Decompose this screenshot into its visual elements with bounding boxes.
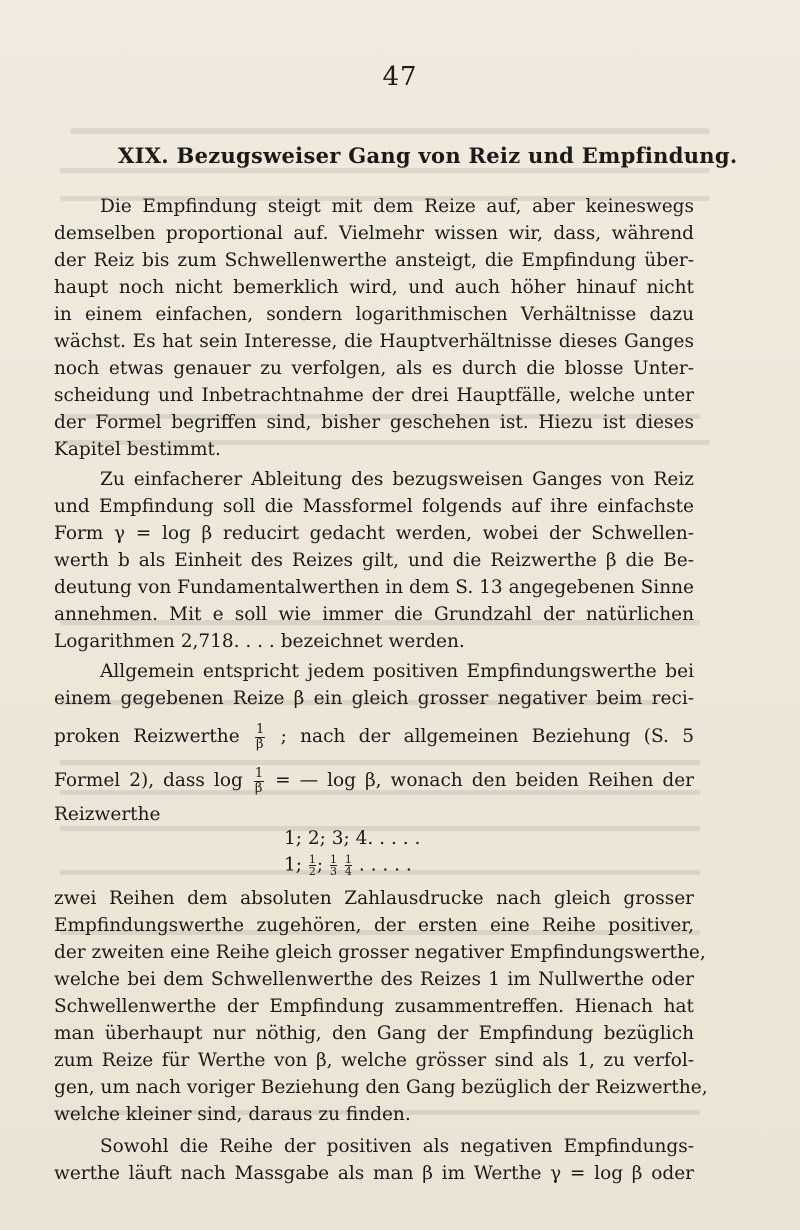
text-line: Empfindungswerthe zugehören, der ersten eine Reihe positiver, (54, 915, 694, 936)
text-line: zum Reize für Werthe von β, welche grösser sind als 1, zu verfol- (54, 1050, 694, 1071)
page-number: 47 (382, 62, 418, 92)
text-line: zwei Reihen dem absoluten Zahlausdrucke nach gleich grosser (54, 888, 694, 909)
fraction-numerator: 1 (255, 721, 265, 737)
text-line: Reizwerthe (54, 804, 161, 825)
fraction-numerator: 1 (308, 853, 316, 866)
text-line: Die Empfindung steigt mit dem Reize auf, aber keineswegs (100, 196, 694, 217)
fraction (254, 767, 264, 796)
text-segment: = — log β, wonach den beiden Reihen der (275, 770, 694, 791)
text-line: wächst. Es hat sein Interesse, die Hauptverhältnisse dieses Ganges (54, 331, 694, 352)
text-line: Logarithmen 2,718. . . . bezeichnet werden. (54, 631, 465, 652)
text-line: werthe läuft nach Massgabe als man β im Werthe γ = log β oder (54, 1163, 694, 1184)
text-line: welche bei dem Schwellenwerthe des Reizes 1 im Nullwerthe oder (54, 969, 694, 990)
fraction-denominator: β (254, 780, 263, 796)
fraction-denominator: 2 (308, 865, 316, 878)
fraction-numerator: 1 (344, 853, 352, 866)
text-line: Kapitel bestimmt. (54, 439, 221, 460)
fraction-numerator: 1 (254, 765, 264, 781)
fraction (255, 723, 265, 752)
text-line: noch etwas genauer zu verfolgen, als es durch die blosse Unter- (54, 358, 694, 379)
text-segment: Formel 2), dass log (54, 770, 243, 791)
text-segment: ; nach der allgemeinen Beziehung (S. 5 (280, 726, 694, 747)
text-segment: proken Reizwerthe (54, 726, 240, 747)
series-lead: 1; (284, 854, 303, 876)
fraction (345, 854, 352, 877)
text-line: gen, um nach voriger Beziehung den Gang bezüglich der Reizwerthe, (54, 1077, 708, 1098)
text-line: in einem einfachen, sondern logarithmischen Verhältnisse dazu (54, 304, 694, 325)
text-line: Form γ = log β reducirt gedacht werden, wobei der Schwellen- (54, 523, 694, 544)
chapter-heading: XIX. Bezugsweiser Gang von Reiz und Empfindung. (118, 143, 738, 168)
text-line-with-fraction (54, 720, 694, 754)
fraction-denominator: 3 (330, 865, 338, 878)
text-line: Schwellenwerthe der Empfindung zusammentreffen. Hienach hat (54, 996, 694, 1017)
fraction (330, 854, 337, 877)
series-tail: . . . . . (358, 854, 412, 876)
text-line: werth b als Einheit des Reizes gilt, und die Reizwerthe β die Be- (54, 550, 694, 571)
text-line: und Empfindung soll die Massformel folgends auf ihre einfachste (54, 496, 694, 517)
text-line: Sowohl die Reihe der positiven als negativen Empfindungs- (100, 1136, 694, 1157)
fraction-numerator: 1 (330, 853, 338, 866)
fraction-denominator: β (255, 736, 264, 752)
text-line: scheidung und Inbetrachtnahme der drei Hauptfälle, welche unter (54, 385, 694, 406)
text-line: der zweiten eine Reihe gleich grosser negativer Empfindungswerthe, (54, 942, 706, 963)
text-line: Zu einfacherer Ableitung des bezugsweisen Ganges von Reiz (100, 469, 694, 490)
fraction-denominator: 4 (344, 865, 352, 878)
text-line: annehmen. Mit e soll wie immer die Grundzahl der natürlichen (54, 604, 694, 625)
series-positive: 1; 2; 3; 4. . . . . (284, 828, 421, 849)
text-line: demselben proportional auf. Vielmehr wissen wir, dass, während (54, 223, 694, 244)
text-line: einem gegebenen Reize β ein gleich grosser negativer beim reci- (54, 688, 694, 709)
text-line: welche kleiner sind, daraus zu finden. (54, 1104, 411, 1125)
text-line-with-fraction (54, 764, 694, 798)
text-line: der Reiz bis zum Schwellenwerthe ansteigt, die Empfindung über- (54, 250, 694, 271)
text-line: haupt noch nicht bemerklich wird, und auch höher hinauf nicht (54, 277, 694, 298)
text-line: Allgemein entspricht jedem positiven Empfindungswerthe bei (100, 661, 694, 682)
series-reciprocal: 1; $\frac{1}{2}$ ; $\frac{1}{3}$ $\frac{1}{4}$ . . . . . (284, 853, 412, 878)
fraction (309, 854, 316, 877)
text-line: deutung von Fundamentalwerthen in dem S. 13 angegebenen Sinne (54, 577, 694, 598)
text-line: der Formel begriffen sind, bisher geschehen ist. Hiezu ist dieses (54, 412, 694, 433)
text-line: man überhaupt nur nöthig, den Gang der Empfindung bezüglich (54, 1023, 694, 1044)
